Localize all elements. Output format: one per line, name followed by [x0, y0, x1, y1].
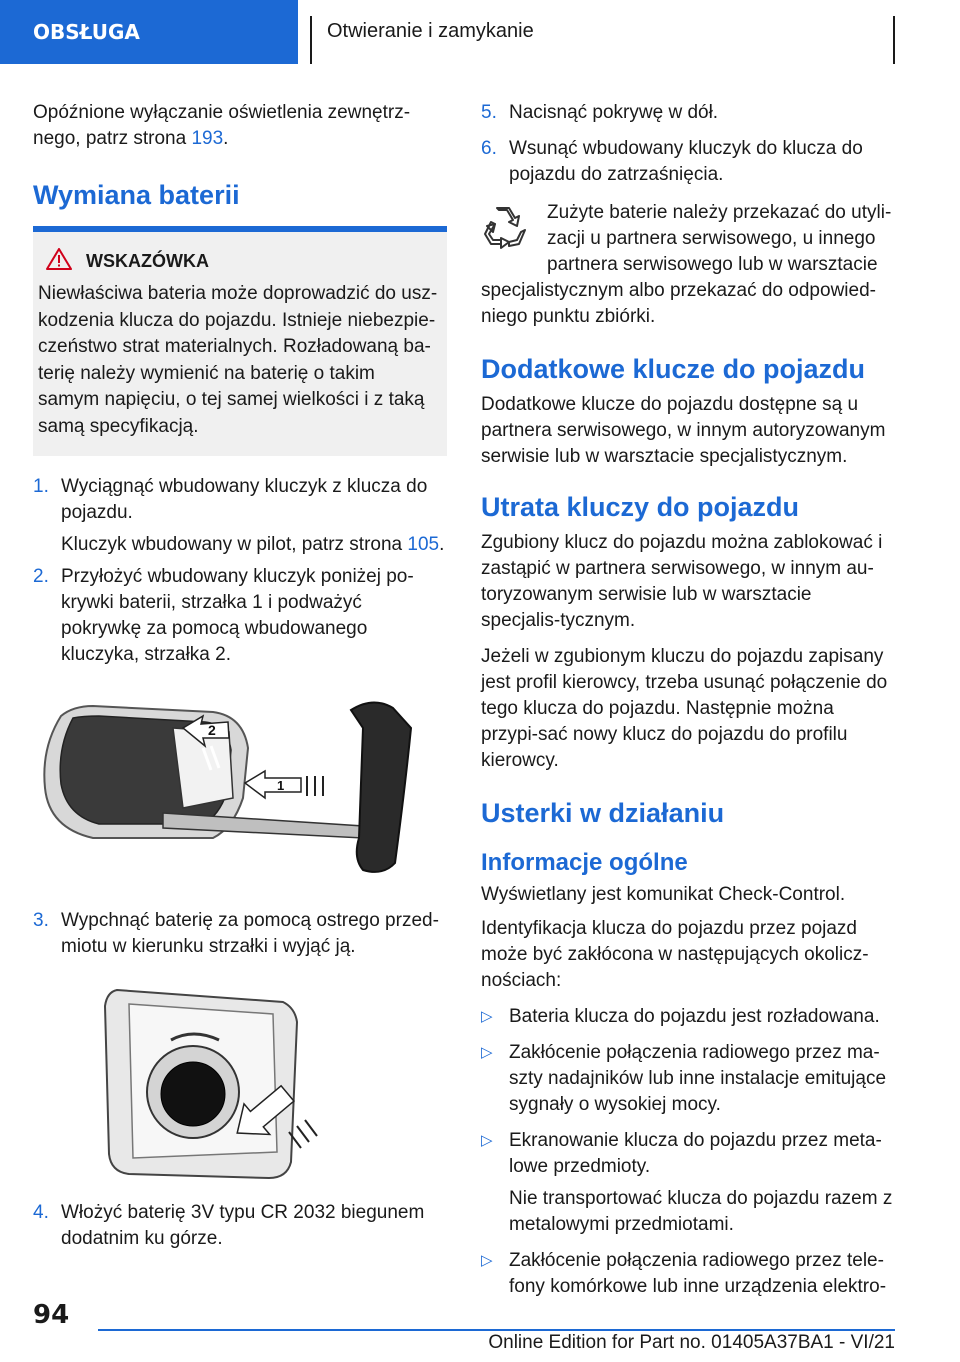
page-link-105[interactable]: 105: [407, 534, 440, 555]
faults-text-2: Identyfikacja klucza do pojazdu przez pojazd może być zakłócona w następujących okolicz-nościach:: [481, 918, 869, 991]
lost-keys-text-1: Zgubiony klucz do pojazdu można zablokować i zastąpić w partnera serwisowego, w innym au-toryzowanym serwisie lub w warsztacie specjalis-tycznym.: [481, 532, 883, 631]
step-3: [33, 908, 447, 960]
footer-divider: [98, 1329, 895, 1331]
intro-paragraph: Opóźnione wyłączanie oświetlenia zewnętrz-nego, patrz strona 193.: [33, 102, 411, 149]
figure-key-pry-cover: [33, 688, 447, 888]
heading-malfunctions: Usterki w działaniu: [481, 798, 725, 828]
bullet-triangle-icon: ▷: [481, 1132, 493, 1149]
warning-icon: [46, 248, 72, 275]
bullet-item: ▷ Zakłócenie połączenia radiowego przez tele-fony komórkowe lub inne urządzenia elektro-: [481, 1248, 895, 1300]
step-5: [481, 100, 895, 126]
section-tab: [0, 0, 298, 64]
page-number: 94: [33, 1300, 70, 1330]
note-text: Niewłaściwa bateria może doprowadzić do usz-kodzenia klucza do pojazdu. Istnieje niebezpie-czeństwo strat materialnych. Rozładowaną ba-terię należy wymienić na baterię o takim samym napięciu, o tej samej wielkości i z taką samą specyfikacją.: [38, 283, 438, 437]
step-number: 2.: [33, 566, 49, 587]
chapter-header: [310, 16, 895, 64]
chapter-title: Otwieranie i zamykanie: [327, 20, 534, 42]
bullet-item: ▷ Bateria klucza do pojazdu jest rozładowana.: [481, 1004, 895, 1030]
faults-text-1: Wyświetlany jest komunikat Check-Control.: [481, 884, 846, 905]
step-text: Przyłożyć wbudowany kluczyk poniżej po-krywki baterii, strzałka 1 i podważyć pokrywkę za pomocą wbudowanego kluczyka, strzałka 2.: [61, 566, 414, 665]
step-subtext: Kluczyk wbudowany w pilot, patrz strona 105.: [61, 534, 445, 555]
step-text: Wypchnąć baterię za pomocą ostrego przed-miotu w kierunku strzałki i wyjąć ją.: [61, 910, 439, 957]
heading-battery-replacement: Wymiana baterii: [33, 180, 240, 210]
subheading-general-info: Informacje ogólne: [481, 849, 688, 876]
bullet-item: ▷ Zakłócenie połączenia radiowego przez ma-szty nadajników lub inne instalacje emitujące sygnały o wysokiej mocy.: [481, 1040, 895, 1118]
bullet-triangle-icon: ▷: [481, 1252, 493, 1269]
step-number: 4.: [33, 1202, 49, 1223]
right-column: [481, 100, 895, 1300]
section-title: OBSŁUGA: [33, 20, 140, 44]
heading-additional-keys: Dodatkowe klucze do pojazdu: [481, 354, 866, 384]
battery-illustration: [33, 982, 447, 1182]
key-illustration: [33, 688, 447, 888]
bullet-triangle-icon: ▷: [481, 1044, 493, 1061]
edition-text: Online Edition for Part no. 01405A37BA1 - VI/21: [488, 1332, 895, 1353]
note-title: WSKAZÓWKA: [46, 248, 441, 275]
note-box: [33, 232, 447, 456]
step-text: Nacisnąć pokrywę w dół.: [509, 102, 719, 123]
step-number: 5.: [481, 102, 497, 123]
figure-battery-removal: [33, 982, 447, 1182]
step-4: [33, 1200, 447, 1252]
step-2: [33, 564, 447, 668]
heading-lost-keys: Utrata kluczy do pojazdu: [481, 492, 800, 522]
recycle-note: [481, 200, 895, 330]
arrow-label-2: 2: [208, 722, 216, 738]
step-text: Wyciągnąć wbudowany kluczyk z klucza do pojazdu.: [61, 476, 428, 523]
step-text: Włożyć baterię 3V typu CR 2032 biegunem dodatnim ku górze.: [61, 1202, 425, 1249]
recycle-text: Zużyte baterie należy przekazać do utyli-zacji u partnera serwisowego, u innego partnera serwisowego lub w warsztacie specjalistycznym albo przekazać do odpowied-niego punktu zbiórki.: [481, 202, 892, 327]
additional-keys-text: Dodatkowe klucze do pojazdu dostępne są u partnera serwisowego, w innym autoryzowanym serwisie lub w warsztacie specjalistycznym.: [481, 394, 886, 467]
step-1: [33, 474, 447, 558]
step-text: Wsunąć wbudowany kluczyk do klucza do pojazdu do zatrzaśnięcia.: [509, 138, 863, 185]
bullet-triangle-icon: ▷: [481, 1008, 493, 1025]
lost-keys-text-2: Jeżeli w zgubionym kluczu do pojazdu zapisany jest profil kierowcy, trzeba usunąć połączenie do tego klucza do pojazdu. Następnie można przypi-sać nowy klucz do pojazdu do profilu kierowcy.: [481, 646, 888, 771]
bullet-subtext: Nie transportować klucza do pojazdu razem z metalowymi przedmiotami.: [509, 1188, 893, 1235]
recycle-icon: [481, 204, 531, 259]
step-number: 1.: [33, 476, 49, 497]
left-column: [33, 100, 447, 1252]
page-link-193[interactable]: 193: [191, 128, 224, 149]
step-6: [481, 136, 895, 188]
bullet-item: ▷ Ekranowanie klucza do pojazdu przez meta-lowe przedmioty. Nie transportować klucza do pojazdu razem z metalowymi przedmiotami.: [481, 1128, 895, 1238]
step-number: 6.: [481, 138, 497, 159]
step-number: 3.: [33, 910, 49, 931]
arrow-label-1: 1: [277, 778, 285, 793]
